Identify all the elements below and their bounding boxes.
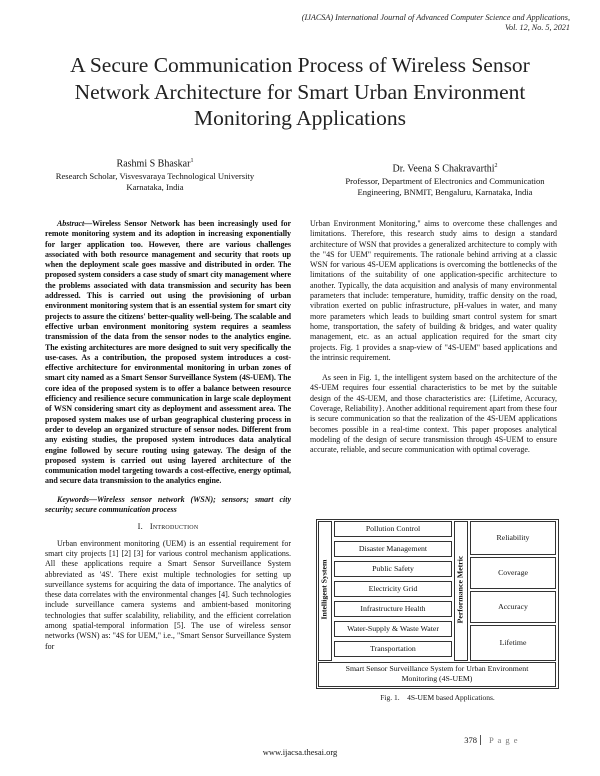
author-2-name: Dr. Veena S Chakravarthi	[392, 163, 495, 175]
app-pollution-control: Pollution Control	[334, 521, 452, 537]
app-public-safety: Public Safety	[334, 561, 452, 577]
section-number: I.	[137, 522, 143, 532]
right-column	[310, 219, 557, 456]
metric-accuracy: Accuracy	[470, 591, 556, 623]
author-1-sup: 1	[190, 158, 194, 164]
system-line2: Monitoring (4S-UEM)	[401, 674, 473, 683]
metric-reliability: Reliability	[470, 521, 556, 555]
journal-header-line2: Vol. 12, No. 5, 2021	[504, 23, 570, 32]
abstract-text: Wireless Sensor Network has been increasingly used for remote monitoring system and its adoption in increasing exponentially for larger application too. However, there are various challenges associated with both resource management and security that roots up when the deployment scale goes massive and distributed in order. The proposed system considers a case study of smart city management where the problems associated with data transmission and security has been addressed. This is carried out using the provisioning of urban environment monitoring system that is an essential system for smart city projects to assure the citizens' better-quality well-being. The scalable and effective urban environment monitoring system requires a seamless transmission of the data from the sensor nodes to the analytics engine. The existing architectures are more designed to suit very specifically the use-cases. As a contribution, the proposed system introduces a cost-effective architecture for environmental monitoring in urban zones of smart city named as a Smart Sensor Surveillance System (4S-UEM). The core idea of the proposed system is to offer a balance between resource efficiency and resilience secure communication in large scale deployment of WSN considering smart city as deployment and assessment area. The proposed system makes use of urban geographical clustering process in order to develop an organized structure of sensor nodes. Different from any existing studies, the proposed system introduces data analytical engine followed by secure routing using gateway. The design of the proposed system is carried out using layered architecture of the communication model targeting towards a cost-effective, energy optimal, and secure data transmission to the analytics engine.	[45, 219, 291, 486]
app-disaster-management: Disaster Management	[334, 541, 452, 557]
author-1-affiliation: Research Scholar, Visvesvaraya Technological University	[55, 171, 255, 182]
page-number-area	[464, 735, 566, 745]
keywords-text: Wireless sensor network (WSN); sensors; smart city security; secure communication process	[45, 494, 291, 515]
system-4s-uem-box	[318, 662, 556, 687]
metric-lifetime: Lifetime	[470, 625, 556, 661]
author-2-affiliation: Professor, Department of Electronics and Communication	[345, 176, 545, 187]
performance-metric-label: Performance Metric	[455, 555, 465, 624]
title-line-1: A Secure Communication Process of Wireless Sensor	[70, 53, 530, 77]
title-line-3: Monitoring Applications	[193, 106, 406, 130]
right-paragraph-2: As seen in Fig. 1, the intelligent system based on the architecture of the 4S-UEM requires four essential characteristics to be met by the suitable design of the 4S-UEM, and those characteristics are: {Lifetime, Accuracy, Coverage, Reliability}. Another additional requirement apart from these four is secure communication so that the realization of the 4S-UEM applications becomes possible in a real-time context. This paper proposes analytical modeling of the design of secure transmission through 4S-UEM to ensure accurate, reliable, and secure communication with optimal coverage.	[310, 373, 557, 455]
app-transportation: Transportation	[334, 641, 452, 657]
left-column	[45, 219, 291, 652]
author-2-sup: 2	[494, 163, 498, 169]
intelligent-system-label: Intelligent System	[319, 559, 329, 620]
keywords	[45, 495, 291, 516]
section-heading-1	[45, 522, 291, 532]
journal-header-line1: (IJACSA) International Journal of Advanced Computer Science and Applications,	[301, 13, 570, 22]
figure-1	[316, 519, 559, 689]
title-line-2: Network Architecture for Smart Urban Environment	[74, 79, 526, 104]
metric-coverage: Coverage	[470, 557, 556, 589]
journal-header	[302, 13, 570, 33]
right-paragraph-1: Urban Environment Monitoring," aims to overcome these challenges and limitations. Therefore, this research study aims to design a standard architecture of WSN that provides a generalized architecture to comply with the "4S for UEM" requirements. The rationale behind arriving at a classic WSN for various 4S-UEM applications is overcoming the bottlenecks of the limitations of the suitability of one application-specific architecture to another. Typically, the data acquisition and analysis of many environmental parameters that include: temperature, humidity, traffic density on the road, vibration exerted on public infrastructure, pH-values in water, and many more parameters which leads to building smart control system for smart home, transportation, the safety of building & bridges, and water quality management, etc. as an actual application required for the smart city projects. Fig. 1 provides a snap-view of "4S-UEM" based applications and the intrinsic requirement.	[310, 219, 557, 362]
author-1-location: Karnataka, India	[126, 182, 184, 193]
app-electricity-grid: Electricity Grid	[334, 581, 452, 597]
page-word: P a g e	[489, 735, 519, 745]
footer-url[interactable]: www.ijacsa.thesai.org	[262, 747, 338, 757]
author-2-location: Engineering, BNMIT, Bengaluru, Karnataka, India	[357, 187, 533, 198]
app-water-supply: Water-Supply & Waste Water	[334, 621, 452, 637]
paper-title	[20, 52, 580, 132]
section-title: Introduction	[149, 522, 199, 532]
intro-paragraph: Urban environment monitoring (UEM) is an essential requirement for smart city projects [1] [2] [3] for various control mechanism applications. All these applications require a Smart Sensor Surveillance System abbreviated as '4S'. There exist multiple technologies for setting up surveillance systems for acquiring the data of importance. The analytics of these data correlates with the environmental changes [4]. Such technologies include surveillance camera systems and ambient-based monitoring technologies that suffer scalability, reliability, and the efficient correlation among spatial-temporal information [5]. The use of wireless sensor networks (WSN) as: "4S for UEM," i.e., "Smart Sensor Surveillance System for	[45, 538, 291, 651]
page-number: 378	[464, 735, 477, 745]
abstract	[45, 219, 291, 487]
abstract-label: Abstract—	[57, 219, 93, 228]
author-1-name: Rashmi S Bhaskar	[116, 158, 191, 170]
app-infrastructure-health: Infrastructure Health	[334, 601, 452, 617]
author-1	[30, 154, 280, 193]
keywords-label: Keywords—	[57, 494, 97, 504]
figure-caption: Fig. 1. 4S-UEM based Applications.	[380, 693, 495, 702]
system-line1: Smart Sensor Surveillance System for Urban Environment	[345, 664, 529, 673]
author-2	[310, 159, 580, 198]
